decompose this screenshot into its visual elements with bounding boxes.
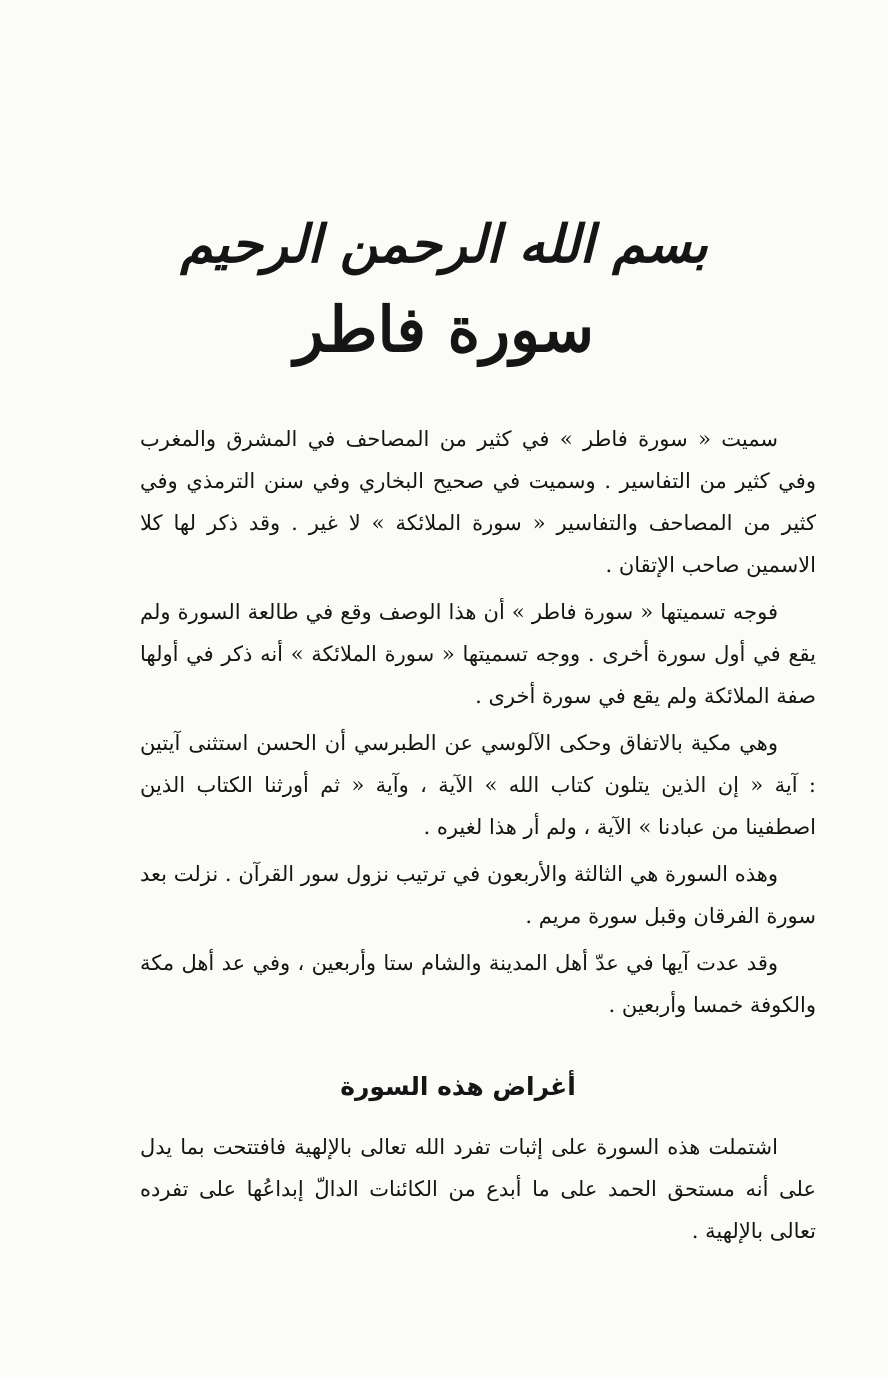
paragraph-purposes: اشتملت هذه السورة على إثبات تفرد الله تعالى بالإلهية فافتتحت بما يدل على أنه مستحق الحمد على ما أبدع من الكائنات الدالّ إبداعُها على تفرده تعالى بالإلهية . [140,1135,816,1243]
paragraph-verse-count: وقد عدت آيها في عدّ أهل المدينة والشام ستا وأربعين ، وفي عد أهل مكة والكوفة خمسا وأربعين . [140,951,816,1017]
basmala-calligraphy: بسم الله الرحمن الرحيم [180,214,708,275]
intro-text-block [140,418,816,1031]
surah-title: سورة فاطر [293,293,595,366]
paragraph-makki: وهي مكية بالاتفاق وحكى الآلوسي عن الطبرسي أن الحسن استثنى آيتين : آية « إن الذين يتلون كتاب الله » الآية ، وآية « ثم أورثنا الكتاب الذين اصطفينا من عبادنا » الآية ، ولم أر هذا لغيره . [140,731,816,839]
section-heading: أغراض هذه السورة [340,1072,576,1101]
paragraph-naming: سميت « سورة فاطر » في كثير من المصاحف في المشرق والمغرب وفي كثير من التفاسير . وسميت في صحيح البخاري وفي سنن الترمذي وفي كثير من المصاحف والتفاسير « سورة الملائكة » لا غير . وقد ذكر لها كلا الاسمين صاحب الإتقان . [140,427,816,577]
paragraph-revelation-order: وهذه السورة هي الثالثة والأربعون في ترتيب نزول سور القرآن . نزلت بعد سورة الفرقان وقبل سورة مريم . [140,862,816,928]
purposes-text-block [140,1126,816,1257]
paragraph-naming-reason: فوجه تسميتها « سورة فاطر » أن هذا الوصف وقع في طالعة السورة ولم يقع في أول سورة أخرى . ووجه تسميتها « سورة الملائكة » أنه ذكر في أولها صفة الملائكة ولم يقع في سورة أخرى . [140,600,816,708]
